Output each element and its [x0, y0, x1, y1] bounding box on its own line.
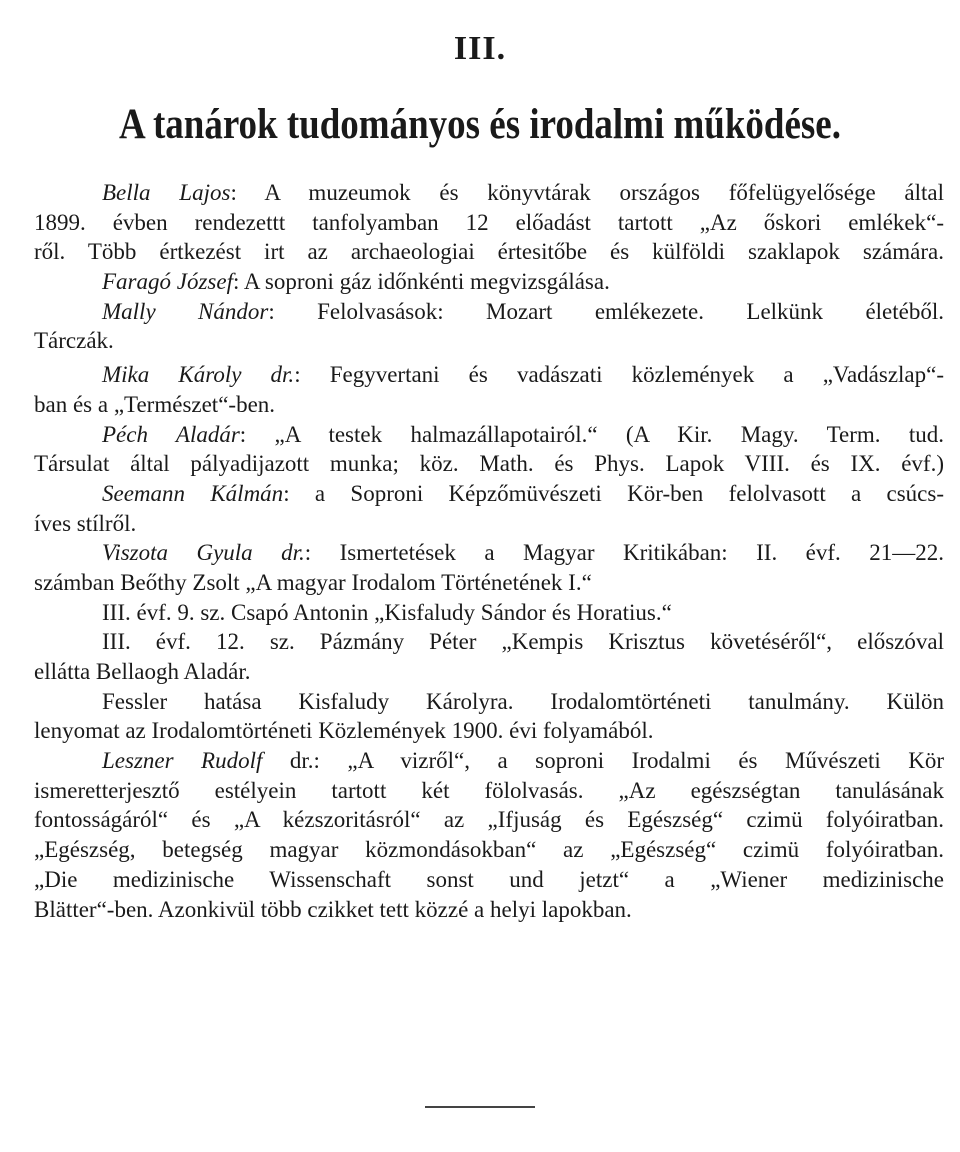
entry-line: íves stílről.: [34, 510, 137, 536]
entry-line: „Egészség, betegség magyar közmondásokban“ az „Egészség“ czimü folyóiratban.: [34, 837, 944, 863]
page-title: A tanárok tudományos és irodalmi működése.: [119, 101, 841, 148]
entry-line: fontosságáról“ és „A kézszoritásról“ az „Ifjuság és Egészség“ czimü folyóiratban.: [34, 807, 944, 833]
entry-line: Viszota Gyula dr.: Ismertetések a Magyar Kritikában: II. évf. 21—22.: [102, 540, 944, 566]
entry-line: Tárczák.: [34, 328, 114, 354]
entry-line: ről. Több értkezést irt az archaeologiai értesitőbe és külföldi szaklapok számára.: [34, 239, 944, 265]
author-name: Mally Nándor: [102, 298, 269, 324]
entry-line: Péch Aladár: „A testek halmazállapotairól.“ (A Kir. Magy. Term. tud.: [102, 421, 945, 447]
author-name: Bella Lajos: [102, 180, 231, 205]
entry-line: III. évf. 9. sz. Csapó Antonin „Kisfaludy Sándor és Horatius.“: [102, 599, 672, 625]
entry-line: számban Beőthy Zsolt „A magyar Irodalom Történetének I.“: [34, 569, 592, 595]
entry-line: III. évf. 12. sz. Pázmány Péter „Kempis Krisztus követéséről“, előszóval: [102, 629, 944, 655]
author-name: Leszner Rudolf: [102, 748, 263, 774]
entry-line: ellátta Bellaogh Aladár.: [34, 659, 251, 684]
entry-line: Leszner Rudolf dr.: „A vizről“, a soproni Irodalmi és Művészeti Kör: [102, 748, 945, 774]
entry-line: Fessler hatása Kisfaludy Károlyra. Irodalomtörténeti tanulmány. Külön: [102, 688, 944, 714]
entry-line: Seemann Kálmán: a Soproni Képzőmüvészeti Kör-ben felolvasott a csúcs-: [102, 480, 945, 506]
author-name: Viszota Gyula dr.: [102, 540, 305, 566]
entry-line: Faragó József: A soproni gáz időnkénti megvizsgálása.: [102, 269, 610, 295]
entry-line: Blätter“-ben. Azonkivül több czikket tett közzé a helyi lapokban.: [34, 896, 632, 922]
entries-text: [34, 178, 944, 924]
entry-line: Mally Nándor: Felolvasások: Mozart emlékezete. Lelkünk életéből.: [102, 298, 944, 324]
entry-line: lenyomat az Irodalomtörténeti Közlemények 1900. évi folyamából.: [34, 718, 654, 744]
entry-line: „Die medizinische Wissenschaft sonst und jetzt“ a „Wiener medizinische: [34, 866, 944, 892]
author-name: Péch Aladár: [102, 421, 240, 447]
author-name: Seemann Kálmán: [102, 480, 284, 506]
entry-line: Társulat által pályadijazott munka; köz. Math. és Phys. Lapok VIII. és IX. évf.): [34, 451, 944, 477]
entry-line: ismeretterjesztő estélyein tartott két fölolvasás. „Az egészségtan tanulásának: [34, 777, 944, 803]
entry-line: ban és a „Természet“-ben.: [34, 391, 276, 417]
author-name: Mika Károly dr.: [102, 362, 295, 388]
entry-line: Mika Károly dr.: Fegyvertani és vadászati közlemények a „Vadászlap“-: [102, 362, 945, 388]
section-divider: [425, 1106, 535, 1108]
author-name: Faragó József: [102, 269, 233, 295]
entry-line: Bella Lajos: A muzeumok és könyvtárak országos főfelügyelősége által: [102, 180, 944, 205]
section-number: III.: [453, 30, 507, 67]
entry-line: 1899. évben rendezettt tanfolyamban 12 előadást tartott „Az őskori emlékek“-: [34, 209, 944, 235]
